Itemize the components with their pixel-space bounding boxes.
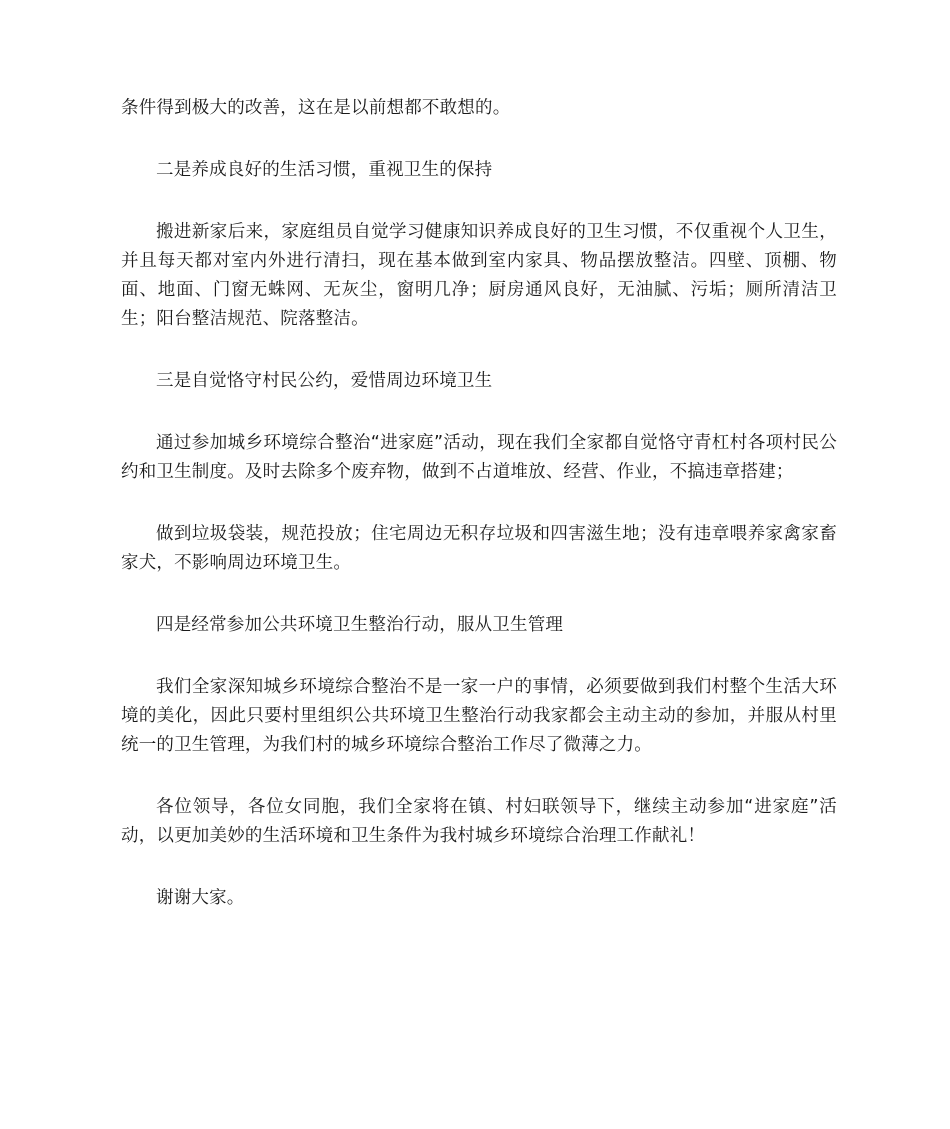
paragraph-village-rules: 通过参加城乡环境综合整治“进家庭”活动，现在我们全家都自觉恪守青杠村各项村民公约和卫生制度。及时去除多个废弃物，做到不占道堆放、经营、作业，不搞违章搭建； <box>121 433 837 482</box>
paragraph-garbage: 做到垃圾袋装，规范投放；住宅周边无积存垃圾和四害滋生地；没有违章喂养家禽家畜家犬，不影响周边环境卫生。 <box>121 524 837 573</box>
section-heading-2: 二是养成良好的生活习惯，重视卫生的保持 <box>156 160 493 180</box>
paragraph-hygiene-habits: 搬进新家后来，家庭组员自觉学习健康知识养成良好的卫生习惯，不仅重视个人卫生，并且每天都对室内外进行清扫，现在基本做到室内家具、物品摆放整洁。四壁、顶棚、物面、地面、门窗无蛛网、无灰尘，窗明几净；厨房通风良好，无油腻、污垢；厕所清洁卫生；阳台整洁规范、院落整洁。 <box>121 222 837 329</box>
paragraph-continuation: 条件得到极大的改善，这在是以前想都不敢想的。 <box>121 98 511 118</box>
document-body <box>121 94 837 946</box>
paragraph-thanks: 谢谢大家。 <box>156 888 245 908</box>
section-heading-3: 三是自觉恪守村民公约，爱惜周边环境卫生 <box>156 371 493 391</box>
section-heading-4: 四是经常参加公共环境卫生整治行动，服从卫生管理 <box>156 615 564 635</box>
paragraph-closing: 各位领导，各位女同胞，我们全家将在镇、村妇联领导下，继续主动参加“进家庭”活动，以更加美妙的生活环境和卫生条件为我村城乡环境综合治理工作献礼！ <box>121 797 837 846</box>
paragraph-public-action: 我们全家深知城乡环境综合整治不是一家一户的事情，必须要做到我们村整个生活大环境的美化，因此只要村里组织公共环境卫生整治行动我家都会主动主动的参加，并服从村里统一的卫生管理，为我们村的城乡环境综合整治工作尽了微薄之力。 <box>121 677 837 755</box>
